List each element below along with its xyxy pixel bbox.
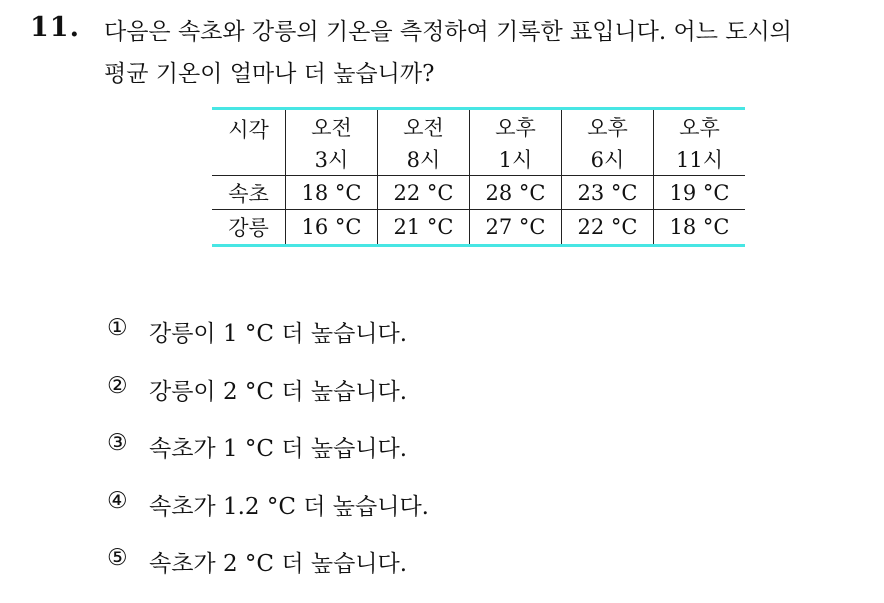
table-cell: 19 °C xyxy=(654,176,746,210)
option-number: ③ xyxy=(107,430,128,456)
answer-options xyxy=(107,315,429,603)
option-number: ① xyxy=(107,315,128,341)
table-cell: 18 °C xyxy=(286,176,378,210)
option-text: 속초가 1 °C 더 높습니다. xyxy=(149,436,408,462)
option-number: ⑤ xyxy=(107,545,128,571)
table-cell: 22 °C xyxy=(562,210,654,246)
table-header-cell: 11시 xyxy=(654,142,746,176)
option-text: 강릉이 2 °C 더 높습니다. xyxy=(149,378,408,405)
table-header-cell: 3시 xyxy=(286,142,378,176)
table-row-label: 속초 xyxy=(212,176,286,210)
table-cell: 16 °C xyxy=(286,210,378,246)
option-text: 속초가 1.2 °C 더 높습니다. xyxy=(149,493,429,520)
option-text: 속초가 2 °C 더 높습니다. xyxy=(149,551,408,577)
answer-option-3[interactable] xyxy=(107,430,429,488)
table-header-cell: 오전 xyxy=(378,109,470,143)
table-cell: 28 °C xyxy=(470,176,562,210)
table-cell: 22 °C xyxy=(378,176,470,210)
table-header-cell: 1시 xyxy=(470,142,562,176)
option-number: ② xyxy=(107,372,128,399)
table-row-sokcho xyxy=(212,176,745,210)
answer-option-2[interactable] xyxy=(107,373,429,431)
table-header-cell: 오전 xyxy=(286,109,378,143)
option-number: ④ xyxy=(107,487,128,514)
table-cell: 18 °C xyxy=(654,210,746,246)
table-header-cell: 오후 xyxy=(562,109,654,143)
table-cell: 23 °C xyxy=(562,176,654,210)
table-header-cell: 오후 xyxy=(470,109,562,143)
table-header-row xyxy=(212,109,745,143)
table-row-gangneung xyxy=(212,210,745,246)
table-header-cell: 8시 xyxy=(378,142,470,176)
answer-option-5[interactable] xyxy=(107,545,429,603)
table-header-label: 시각 xyxy=(212,109,286,176)
table-header-cell: 6시 xyxy=(562,142,654,176)
table-cell: 21 °C xyxy=(378,210,470,246)
question-number: 11. xyxy=(30,12,80,43)
table-header-row xyxy=(212,142,745,176)
option-text: 강릉이 1 °C 더 높습니다. xyxy=(149,321,408,347)
answer-option-4[interactable] xyxy=(107,488,429,546)
answer-option-1[interactable] xyxy=(107,315,429,373)
temperature-table xyxy=(212,107,745,247)
table-cell: 27 °C xyxy=(470,210,562,246)
table-row-label: 강릉 xyxy=(212,210,286,246)
table-header-cell: 오후 xyxy=(654,109,746,143)
question-text-line-1: 다음은 속초와 강릉의 기온을 측정하여 기록한 표입니다. 어느 도시의 xyxy=(104,19,792,45)
question-text-line-2: 평균 기온이 얼마나 더 높습니까? xyxy=(104,61,435,87)
